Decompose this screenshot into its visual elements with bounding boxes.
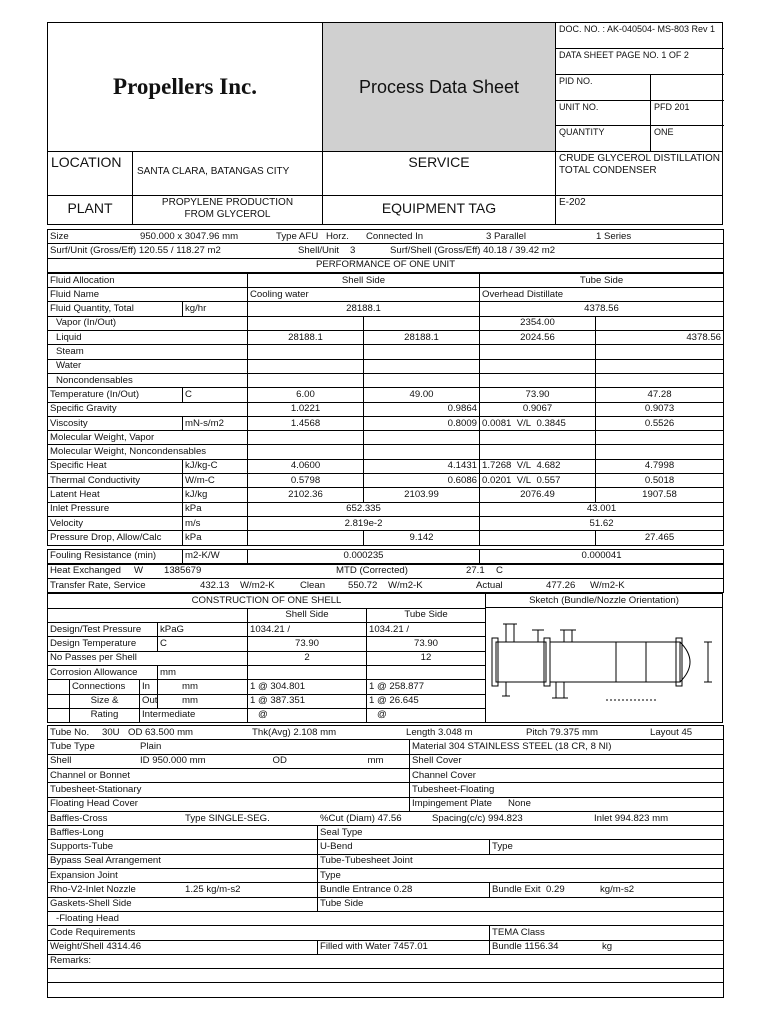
equipment-tag-label: EQUIPMENT TAG <box>323 196 556 224</box>
surf-row: Surf/Unit (Gross/Eff) 120.55 / 118.27 m2 Shell/Unit 3 Surf/Shell (Gross/Eff) 40.18 / 39.42 m2 <box>48 244 724 258</box>
doc-number: DOC. NO. : AK-040504- MS-803 Rev 1 <box>559 24 716 34</box>
sketch-panel <box>486 593 723 723</box>
service-label: SERVICE <box>323 152 556 195</box>
equipment-tag-value: E-202 <box>559 197 586 208</box>
page-number: DATA SHEET PAGE NO. 1 OF 2 <box>559 50 689 60</box>
size-row: Size 950.000 x 3047.96 mm Type AFU Horz. Connected In 3 Parallel 1 Series <box>48 230 724 244</box>
heat-exchanger-sketch <box>486 608 722 712</box>
plant-label: PLANT <box>48 196 133 224</box>
unit-label: UNIT NO. <box>556 101 651 125</box>
bundle-entrance-value: 0.28 <box>390 884 413 895</box>
location-row <box>47 152 723 195</box>
sheet-title: Process Data Sheet <box>323 23 556 151</box>
location-label: LOCATION <box>48 152 133 195</box>
size-table <box>47 229 724 273</box>
remarks: Remarks: <box>48 954 724 968</box>
plant-row <box>47 195 723 225</box>
location-value: SANTA CLARA, BATANGAS CITY <box>133 152 323 195</box>
document-info <box>556 23 724 151</box>
header-block <box>47 22 723 152</box>
data-sheet <box>47 22 723 998</box>
company-name: Propellers Inc. <box>48 23 323 151</box>
size-value: 950.000 x 3047.96 mm <box>140 230 239 242</box>
heat-rate-table: Heat Exchanged W 1385679 MTD (Corrected) 27.1 C Transfer Rate, Service 432.13 W/m2-K Clean 550.72 W/m2-K Actual 477.26 W/m2-K <box>47 564 724 594</box>
construction-title: CONSTRUCTION OF ONE SHELL <box>48 594 486 608</box>
quantity-value: ONE <box>654 127 674 137</box>
service-value: CRUDE GLYCEROL DISTILLATION TOTAL CONDENSER <box>559 153 720 176</box>
performance-table: Fluid Allocation Shell Side Tube Side Fluid Name Cooling water Overhead Distillate Fluid Quantity, Total kg/hr 28188.1 4378.56 Vapor (In/Out) 2354.00 Liquid 28188.1 28188.1 2024.56 4378.56 Steam Water Noncondensables Temperature (In/Out) C 6.00 49.00 73.90 47.28 Specific Gravity 1.0221 0.9864 0.9067 0.9073 Viscosity mN-s/m2 1.4568 0.8009 0.0081 V/L 0.3845 0.5526 Molecular Weight, Vapor Molecular Weight, Noncondensables Specific Heat kJ/kg-C 4.0600 4.1431 1.7268 V/L 4.682 4.7998 Thermal Conductivity W/m-C 0.5798 0.6086 0.0201 V/L 0.557 0.5018 Latent Heat kJ/kg 2102.36 2103.99 2076.49 1907.58 Inlet Pressure kPa 652.335 43.001 Velocity m/s 2.819e-2 51.62 Pressure Drop, Allow/Calc kPa 9.142 27.465 <box>47 273 724 546</box>
unit-value: PFD 201 <box>654 102 690 112</box>
sketch-title: Sketch (Bundle/Nozzle Orientation) <box>486 594 722 608</box>
plant-value: PROPYLENE PRODUCTION FROM GLYCEROL <box>133 196 323 224</box>
heat-table: Fouling Resistance (min) m2-K/W 0.000235 0.000041 <box>47 549 724 564</box>
quantity-label: QUANTITY <box>556 126 651 151</box>
pid-label: PID NO. <box>556 75 651 100</box>
tube-data-table: Tube No. 30U OD 63.500 mm Thk(Avg) 2.108 mm Length 3.048 m Pitch 79.375 mm Layout 45 Tube Type Plain Material 304 STAINLESS STEEL (18 CR, 8 NI) Shell ID 950.000 mm OD mm Shell Cover Channel or Bonnet Channel Cover Tubesheet-Stationary Tubesheet-Floating Floating Head Cover Impingement Plate None Baffles-Cross Type SINGLE-SEG. %Cut (Diam) 47.56 Spacing(c/c) 994.823 Inlet 994.823 mm Baffles-Long Seal Type Supports-Tube U-Bend Type Bypass Seal Arrangement Tube-Tubesheet Joint Expansion Joint Type Rho-V2-Inlet Nozzle 1.25 kg/m-s2 Bundle Entrance 0.28 Bundle Exit 0.29 kg/m-s2 Gaskets-Shell Side Tube Side -Floating Head Code Requirements TEMA Class Weight/Shell 4314.46 Filled with Water 7457.01 Bundle 1156.34 kg Remarks: <box>47 725 724 998</box>
performance-title: PERFORMANCE OF ONE UNIT <box>48 258 724 272</box>
construction-table: CONSTRUCTION OF ONE SHELL Shell Side Tube Side Design/Test Pressure kPaG 1034.21 / 1034.21 / Design Temperature C 73.90 73.90 No Passes per Shell 2 12 Corrosion Allowance mm Connections In mm 1 @ 304.801 1 @ 258.877 Size & Out mm 1 @ 387.351 1 @ 26.645 Rating Intermediate @ @ <box>47 593 486 723</box>
